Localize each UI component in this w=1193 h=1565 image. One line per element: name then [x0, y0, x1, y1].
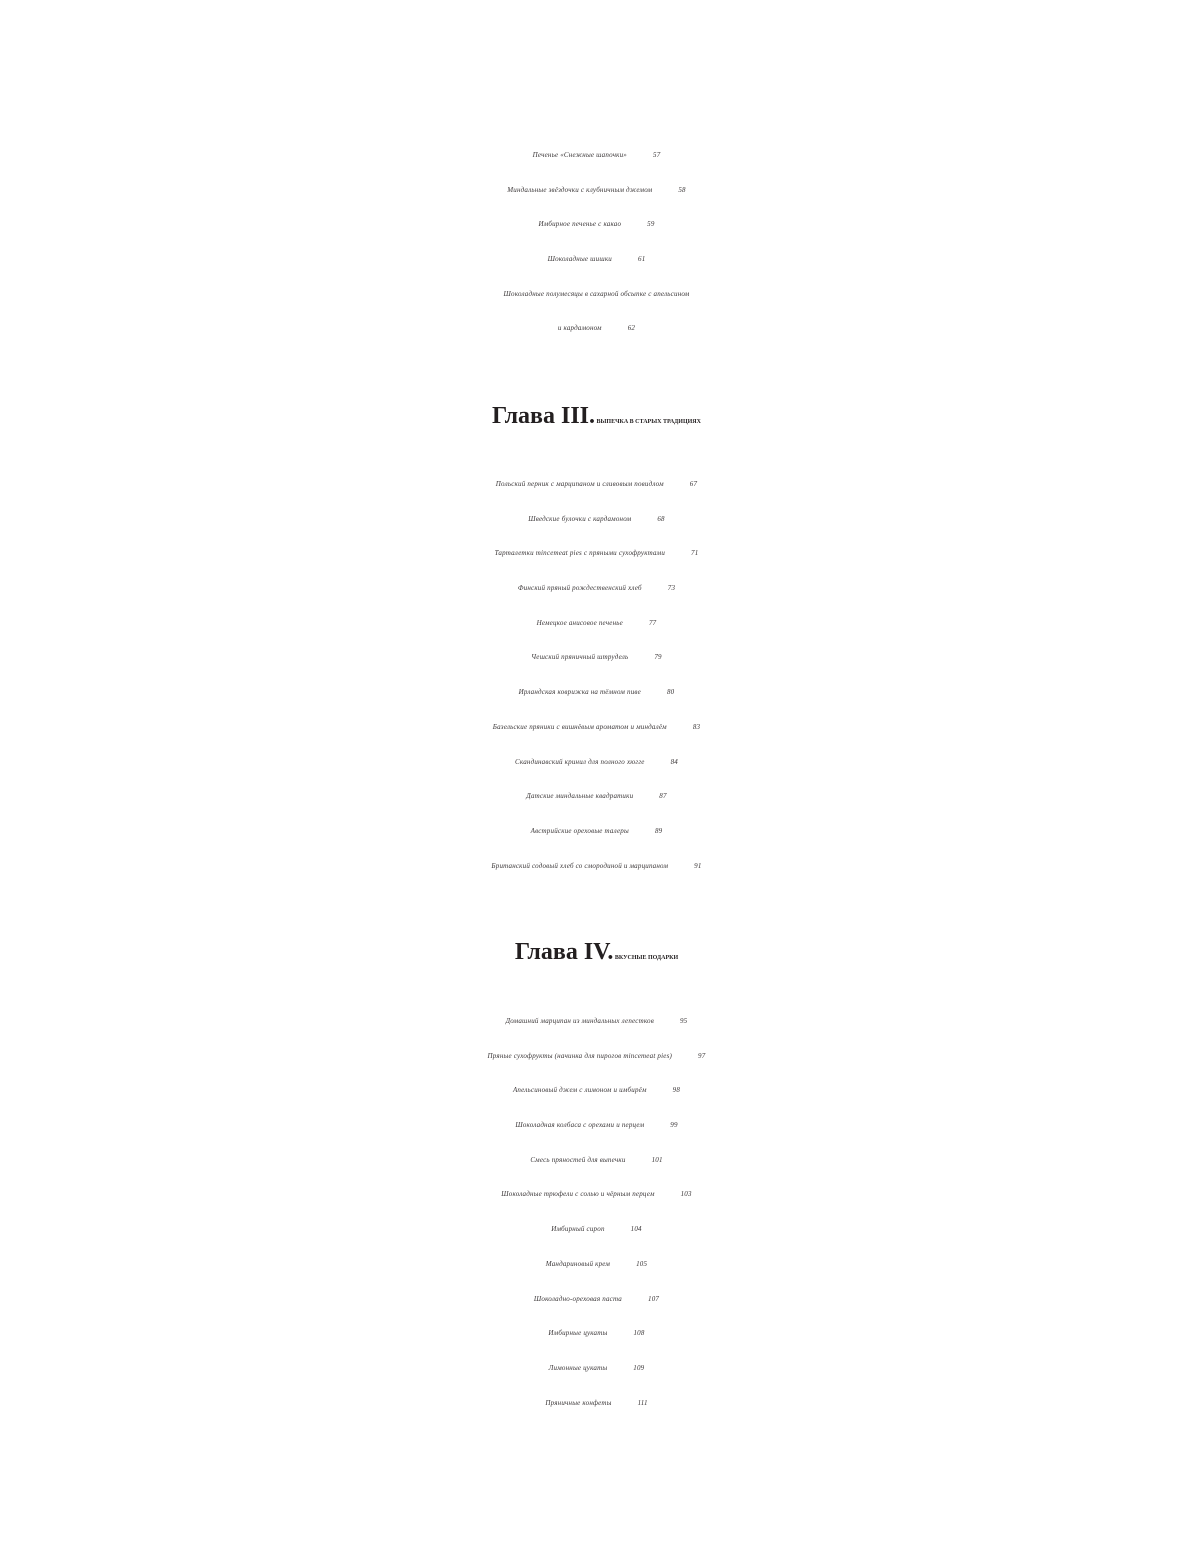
entry-page: 99	[670, 1121, 678, 1130]
entry-page: 105	[636, 1259, 648, 1268]
toc-entry[interactable]	[0, 675, 1193, 710]
toc-entry[interactable]	[0, 138, 1193, 173]
entry-page: 80	[666, 688, 675, 697]
entry-title: Шоколадные шишки	[547, 255, 613, 264]
entry-page: 95	[679, 1017, 688, 1025]
toc-entry[interactable]	[0, 242, 1193, 277]
toc-entry[interactable]	[0, 814, 1193, 849]
entry-page: 98	[672, 1086, 681, 1095]
toc-entry[interactable]	[0, 745, 1193, 780]
toc-entry[interactable]	[0, 1247, 1193, 1282]
entry-page: 89	[654, 826, 663, 835]
entry-page: 57	[653, 151, 661, 159]
entry-title: Финский пряный рождественский хлеб	[517, 584, 642, 593]
entry-page: 71	[691, 549, 699, 558]
entry-page: 67	[689, 480, 698, 488]
chapter-prefix: Глава III.	[492, 403, 596, 429]
entry-page: 101	[651, 1155, 663, 1164]
entry-page: 58	[678, 185, 686, 194]
entry-title: Польский перник с марципаном и сливовым повидлом	[495, 480, 664, 488]
entry-title: Миндальные звёздочки с клубничным джемом	[507, 185, 653, 194]
toc-entry[interactable]	[0, 1177, 1193, 1212]
entry-page: 103	[680, 1190, 692, 1199]
entry-title: Шведские булочки с кардамоном	[528, 514, 632, 523]
entry-page: 108	[633, 1329, 645, 1338]
entry-title: Ирландская коврижка на тёмном пиве	[518, 688, 641, 697]
entry-title: Шоколадные полумесяцы в сахарной обсыпке с апельсином	[503, 289, 690, 298]
toc-entry-continuation[interactable]	[0, 311, 1193, 346]
toc-entry[interactable]	[0, 173, 1193, 208]
entry-page: 68	[657, 514, 665, 523]
entry-page: 111	[637, 1398, 648, 1407]
entry-title: Мандариновый крем	[545, 1259, 611, 1268]
toc-entry[interactable]	[0, 1108, 1193, 1143]
entry-title: и кардамоном	[557, 324, 602, 333]
entry-title: Имбирный сироп	[551, 1225, 605, 1234]
chapter-heading-3[interactable]	[0, 400, 1193, 438]
toc-entry[interactable]	[0, 207, 1193, 242]
entry-title: Скандинавский кринил для полного хюгге	[515, 757, 645, 766]
entry-page: 87	[659, 792, 667, 801]
entry-page: 73	[667, 584, 676, 593]
toc-entry[interactable]	[0, 502, 1193, 537]
toc-entry[interactable]	[0, 1004, 1193, 1039]
toc-entry[interactable]	[0, 571, 1193, 606]
entry-page: 59	[647, 220, 655, 229]
entry-page: 107	[648, 1294, 660, 1303]
entry-title: Британский содовый хлеб со смородиной и марципаном	[491, 861, 669, 870]
toc-entry[interactable]	[0, 640, 1193, 675]
entry-page: 77	[648, 618, 657, 627]
chapter-title: ВЫПЕЧКА В СТАРЫХ ТРАДИЦИЯХ	[596, 419, 701, 425]
toc-entry[interactable]	[0, 536, 1193, 571]
toc-entry[interactable]	[0, 1351, 1193, 1386]
toc-entry[interactable]	[0, 1212, 1193, 1247]
entry-title: Австрийские ореховые талеры	[530, 826, 629, 835]
entry-title: Домашний марципан из миндальных лепестков	[505, 1017, 654, 1025]
entry-title: Печенье «Снежные шапочки»	[532, 151, 627, 159]
entry-page: 104	[630, 1225, 642, 1234]
toc-entry[interactable]	[0, 606, 1193, 641]
intro-entry-list	[0, 138, 1193, 346]
chapter-heading-4[interactable]	[0, 936, 1193, 974]
entry-title: Тарталетки mincemeat pies с пряными сухофруктами	[494, 549, 666, 558]
toc-entry[interactable]	[0, 849, 1193, 884]
entry-title: Шоколадная колбаса с орехами и перцем	[515, 1121, 645, 1130]
toc-entry[interactable]	[0, 467, 1193, 502]
entry-title: Пряные сухофрукты (начинка для пирогов mincemeat pies)	[487, 1051, 673, 1060]
toc-entry[interactable]	[0, 779, 1193, 814]
entry-page: 91	[694, 861, 702, 870]
chapter-4-entry-list	[0, 1004, 1193, 1420]
chapter-title: ВКУСНЫЕ ПОДАРКИ	[614, 955, 679, 961]
toc-entry[interactable]	[0, 1143, 1193, 1178]
toc-entry[interactable]	[0, 710, 1193, 745]
entry-title: Имбирное печенье с какао	[538, 220, 622, 229]
entry-title: Датские миндальные квадратики	[526, 792, 634, 801]
toc-entry[interactable]	[0, 1316, 1193, 1351]
entry-page: 84	[670, 757, 678, 766]
entry-page: 97	[698, 1051, 706, 1060]
entry-page: 61	[638, 255, 646, 264]
entry-title: Лимонные цукаты	[548, 1363, 608, 1372]
toc-entry[interactable]	[0, 1073, 1193, 1108]
entry-page: 83	[692, 722, 701, 731]
entry-title: Шоколадные трюфели с солью и чёрным перцем	[501, 1190, 655, 1199]
chapter-prefix: Глава IV.	[514, 939, 614, 965]
entry-title: Базельские пряники с вишнёвым ароматом и миндалём	[492, 722, 667, 731]
entry-page: 109	[633, 1363, 645, 1372]
toc-entry[interactable]	[0, 1386, 1193, 1421]
toc-entry[interactable]	[0, 1039, 1193, 1074]
chapter-3-entry-list	[0, 467, 1193, 883]
toc-entry[interactable]	[0, 1282, 1193, 1317]
entry-title: Шоколадно-ореховая паста	[533, 1294, 622, 1303]
entry-title: Апельсиновый джем с лимоном и имбирём	[512, 1086, 647, 1095]
entry-page: 79	[654, 653, 662, 662]
toc-entry[interactable]	[0, 277, 1193, 312]
entry-title: Пряничные конфеты	[545, 1398, 612, 1407]
entry-title: Смесь пряностей для выпечки	[530, 1155, 626, 1164]
entry-title: Немецкое анисовое печенье	[536, 618, 623, 627]
entry-page: 62	[627, 324, 636, 333]
entry-title: Имбирные цукаты	[548, 1329, 608, 1338]
entry-title: Чешский пряничный штрудель	[531, 653, 629, 662]
